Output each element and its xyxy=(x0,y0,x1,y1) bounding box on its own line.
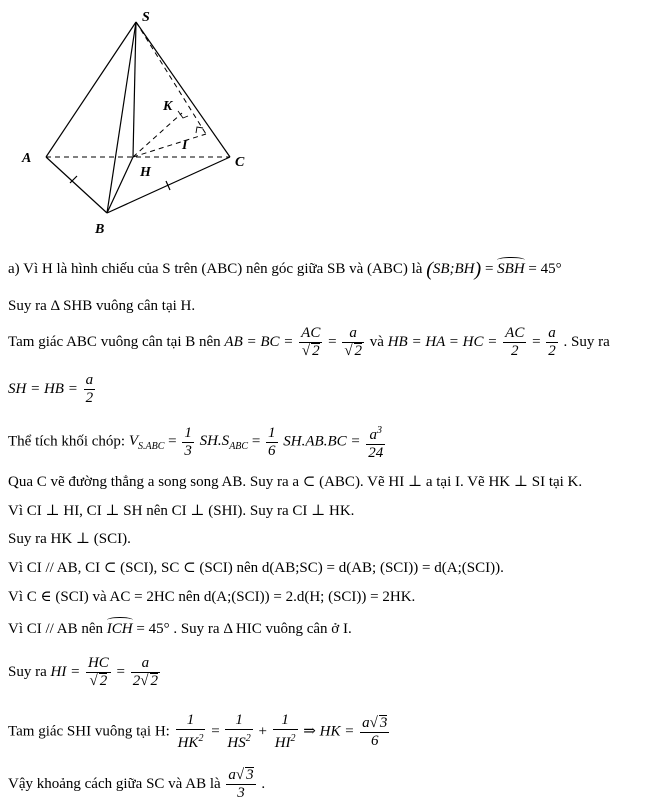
label-S: S xyxy=(142,10,150,25)
solution-line-12: Suy ra HI = $\frac{HC}{√ 2}$ = $\frac{a}{2√ 2}$ xyxy=(8,655,158,689)
solution-line-2: Suy ra Δ SHB vuông cân tại H. xyxy=(8,298,196,314)
edge-SA xyxy=(46,22,136,157)
label-I: I xyxy=(182,138,188,153)
solution-line-4: SH = HB = $\frac{a}{2}$ xyxy=(8,372,94,406)
solution-line-13: Tam giác SHI vuông tại H: $\frac{1}{HK^2}$ = $\frac{1}{HS^2}$ + $\frac{1}{HI^2}$ ⇒ HK = $\frac{a√ 3}{6}$ xyxy=(8,712,388,751)
solution-line-5: Thể tích khối chóp: $V_{S.ABC}$ = $\frac{1}{3}$ $SH.S_{ABC}$ = $\frac{1}{6}$ SH.AB.BC = $\frac{a^3}{24}$ xyxy=(8,422,387,462)
edge-SC xyxy=(136,22,230,157)
label-K: K xyxy=(163,99,173,114)
label-A: A xyxy=(22,151,32,166)
segment-HI xyxy=(133,134,206,157)
solution-line-3: Tam giác ABC vuông cân tại B nên AB = BC = $\frac{AC}{√ 2}$ = $\frac{a}{√ 2}$ và HB = HA = HC = $\frac{AC}{2}$ = $\frac{a}{2}$ . Suy ra xyxy=(8,325,610,359)
solution-line-9: Vì CI // AB, CI ⊂ (SCI), SC ⊂ (SCI) nên d(AB;SC) = d(AB; (SCI)) = d(A;(SCI)). xyxy=(8,560,504,576)
solution-line-10: Vì C ∈ (SCI) và AC = 2HC nên d(A;(SCI)) = 2.d(H; (SCI)) = 2HK. xyxy=(8,589,416,605)
solution-line-11: Vì CI // AB nên ICH = 45° . Suy ra Δ HIC vuông cân ở I. xyxy=(8,621,352,637)
solution-line-7: Vì CI ⊥ HI, CI ⊥ SH nên CI ⊥ (SHI). Suy ra CI ⊥ HK. xyxy=(8,503,355,519)
pyramid-figure xyxy=(0,0,671,245)
edge-AB xyxy=(46,157,107,213)
solution-line-8: Suy ra HK ⊥ (SCI). xyxy=(8,531,131,547)
label-B: B xyxy=(95,222,105,237)
segment-HK xyxy=(133,113,182,157)
edge-SB xyxy=(107,22,136,213)
solution-line-1: a) Vì H là hình chiếu của S trên (ABC) nên góc giữa SB và (ABC) là (SB;BH) = SBH = 45° xyxy=(8,258,562,281)
label-H: H xyxy=(140,165,151,180)
label-C: C xyxy=(235,155,245,170)
solution-line-6: Qua C vẽ đường thẳng a song song AB. Suy ra a ⊂ (ABC). Vẽ HI ⊥ a tại I. Vẽ HK ⊥ SI tại K. xyxy=(8,474,583,490)
edge-BC xyxy=(107,157,230,213)
solution-line-14: Vậy khoảng cách giữa SC và AB là $\frac{a√ 3}{3}$ . xyxy=(8,767,266,801)
segment-SI xyxy=(136,22,206,134)
